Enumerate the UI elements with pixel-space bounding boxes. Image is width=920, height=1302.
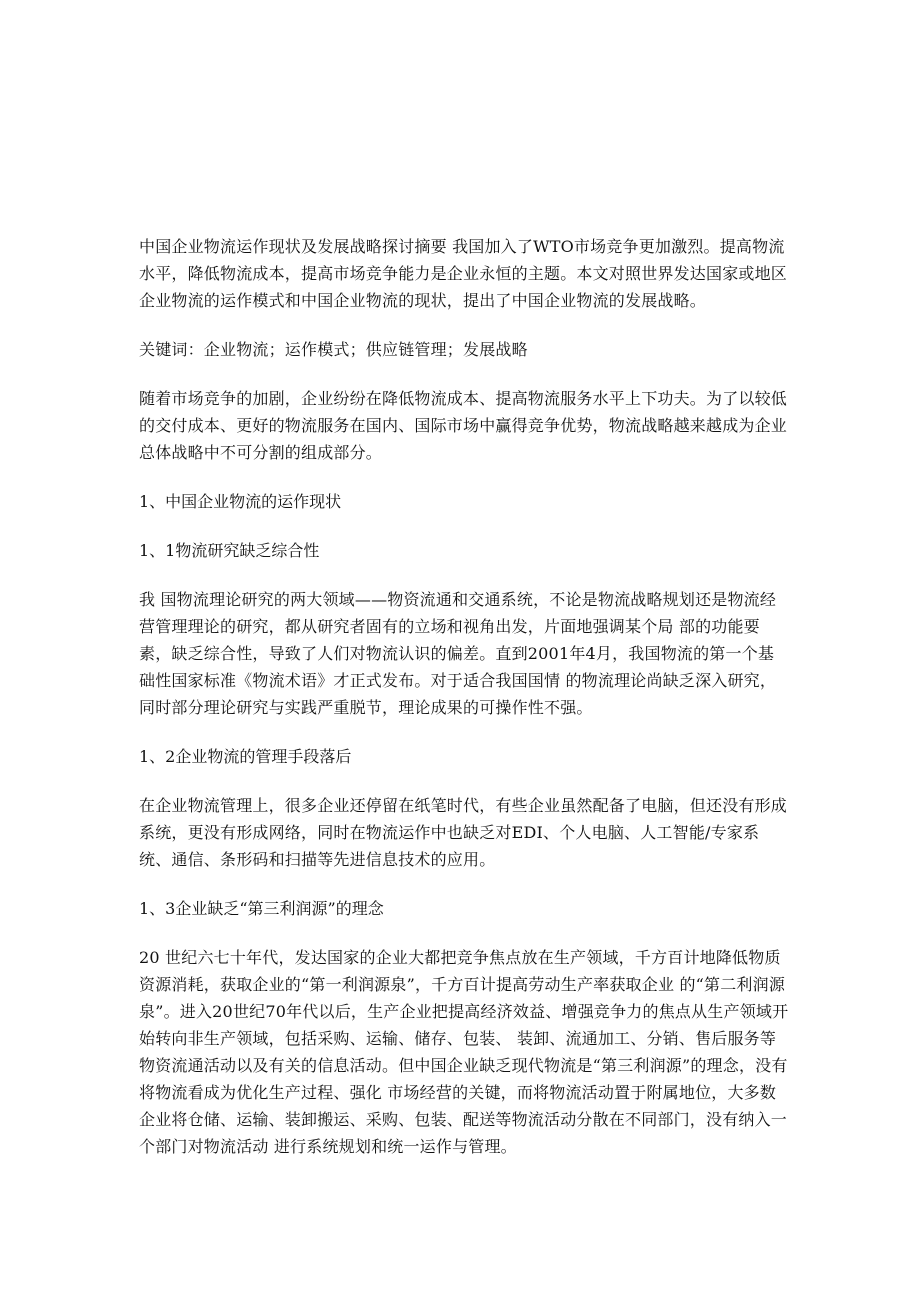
subsection-heading-1-3: 1、3企业缺乏“第三利润源”的理念	[139, 899, 384, 918]
subsection-heading-1-2: 1、2企业物流的管理手段落后	[139, 747, 352, 766]
subsection-1-2-paragraph: 在企业物流管理上，很多企业还停留在纸笔时代，有些企业虽然配备了电脑，但还没有形成系统，更没有形成网络，同时在物流运作中也缺乏对EDI、个人电脑、人工智能/专家系统、通信、条形码和扫描等先进信息技术的应用。	[139, 796, 788, 869]
abstract-paragraph: 中国企业物流运作现状及发展战略探讨摘要 我国加入了WTO市场竞争更加激烈。提高物流水平，降低物流成本，提高市场竞争能力是企业永恒的主题。本文对照世界发达国家或地区企业物流的运作模式和中国企业物流的现状，提出了中国企业物流的发展战略。	[139, 237, 788, 310]
subsection-heading-1-1: 1、1物流研究缺乏综合性	[139, 541, 320, 560]
keywords-paragraph: 关键词：企业物流；运作模式；供应链管理；发展战略	[139, 340, 528, 359]
subsection-1-3-paragraph: 20 世纪六七十年代，发达国家的企业大都把竞争焦点放在生产领域，千方百计地降低物质资源消耗，获取企业的“第一利润源泉”，千方百计提高劳动生产率获取企业 的“第二利润源泉”。进入20世纪70年代以后，生产企业把提高经济效益、增强竞争力的焦点从生产领域开始转向非生产领域，包括采购、运输、储存、包装、 装卸、流通加工、分销、售后服务等物资流通活动以及有关的信息活动。但中国企业缺乏现代物流是“第三利润源”的理念，没有将物流看成为优化生产过程、强化 市场经营的关键，而将物流活动置于附属地位，大多数企业将仓储、运输、装卸搬运、采购、包装、配送等物流活动分散在不同部门，没有纳入一个部门对物流活动 进行系统规划和统一运作与管理。	[139, 948, 789, 1156]
section-heading-1: 1、中国企业物流的运作现状	[139, 492, 342, 511]
document-body	[139, 233, 789, 1182]
subsection-1-1-paragraph: 我 国物流理论研究的两大领域——物资流通和交通系统，不论是物流战略规划还是物流经营管理理论的研究，都从研究者固有的立场和视角出发，片面地强调某个局 部的功能要素，缺乏综合性，导致了人们对物流认识的偏差。直到2001年4月，我国物流的第一个基础性国家标准《物流术语》才正式发布。对于适合我国国情 的物流理论尚缺乏深入研究，同时部分理论研究与实践严重脱节，理论成果的可操作性不强。	[139, 590, 777, 717]
intro-paragraph: 随着市场竞争的加剧，企业纷纷在降低物流成本、提高物流服务水平上下功夫。为了以较低的交付成本、更好的物流服务在国内、国际市场中赢得竞争优势，物流战略越来越成为企业总体战略中不可分割的组成部分。	[139, 389, 788, 462]
